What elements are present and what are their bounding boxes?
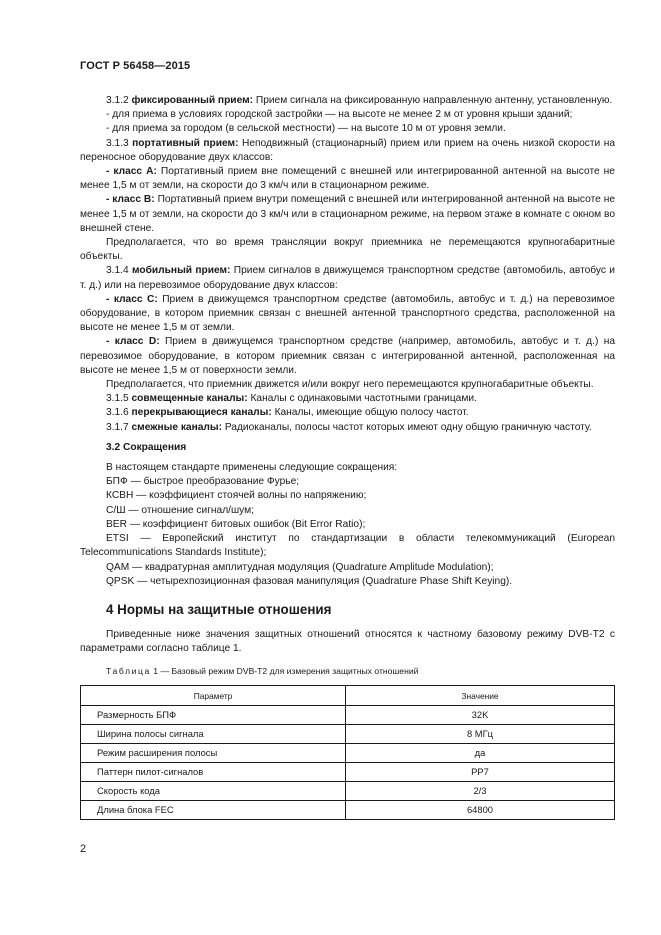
class-d-item: - класс D: Прием в движущемся транспортном средстве (например, автомобиль, автобус и т. д.) на перевозимое оборудование, в котором приемник связан с интегрированной антенной, расположенная на высоте не менее 1,5 м от поверхности земли.	[80, 336, 616, 376]
parameter-cell: Ширина полосы сигнала	[81, 725, 346, 744]
abbreviation-item: BER — коэффициент битовых ошибок (Bit Error Ratio);	[106, 518, 366, 530]
term: портативный прием:	[132, 137, 239, 149]
table-row	[81, 763, 615, 782]
table-row	[81, 725, 615, 744]
clause-note: Предполагается, что приемник движется и/или вокруг него перемещаются крупногабаритные объекты.	[106, 379, 594, 391]
page-number: 2	[80, 843, 87, 855]
column-header-parameter: Параметр	[81, 686, 346, 706]
value-cell: 8 МГц	[346, 725, 615, 744]
column-header-value: Значение	[346, 686, 615, 706]
parameters-table	[80, 685, 615, 820]
value-cell: 2/3	[346, 782, 615, 801]
clause-3-1-2: 3.1.2 фиксированный прием: Прием сигнала на фиксированную направленную антенну, установленную.	[106, 95, 613, 106]
clause-3-1-4: 3.1.4 мобильный прием: Прием сигналов в движущемся транспортном средстве (автомобиль, автобус и т. д.) или на перевозимое оборудование двух классов:	[80, 265, 615, 291]
list-item: - для приема в условиях городской застройки — на высоте не менее 2 м от уровня крыши зданий;	[106, 109, 573, 121]
list-item: - для приема за городом (в сельской местности) — на высоте 10 м от уровня земли.	[106, 123, 506, 135]
subsection-heading: 3.2 Сокращения	[106, 441, 187, 453]
table-row	[81, 706, 615, 725]
table-header-row	[81, 686, 615, 706]
clause-3-1-3: 3.1.3 портативный прием: Неподвижный (стационарный) прием или прием на очень низкой скорости на переносное оборудование двух классов:	[80, 137, 615, 163]
value-cell: PP7	[346, 763, 615, 782]
abbreviation-item: С/Ш — отношение сигнал/шум;	[106, 504, 254, 516]
clause-note: Предполагается, что во время трансляции вокруг приемника не перемещаются крупногабаритные объекты.	[80, 237, 615, 263]
abbreviation-item: QPSK — четырехпозиционная фазовая манипуляция (Quadrature Phase Shift Keying).	[106, 575, 513, 587]
abbreviation-item: QAM — квадратурная амплитудная модуляция (Quadrature Amplitude Modulation);	[106, 561, 494, 573]
value-cell: да	[346, 744, 615, 763]
clause-3-1-7: 3.1.7 смежные каналы: Радиоканалы, полосы частот которых имеют одну общую граничную частоту.	[106, 421, 592, 433]
parameter-cell: Длина блока FEC	[81, 801, 346, 820]
section-text: Приведенные ниже значения защитных отношений относятся к частному базовому режиму DVB-T2 с параметрами согласно таблице 1.	[80, 628, 615, 655]
document-body	[80, 94, 615, 820]
term: перекрывающиеся каналы:	[131, 407, 272, 419]
clause-3-1-6: 3.1.6 перекрывающиеся каналы: Каналы, имеющие общую полосу частот.	[106, 407, 469, 419]
parameter-cell: Скорость кода	[81, 782, 346, 801]
term: смежные каналы:	[131, 421, 222, 433]
value-cell: 64800	[346, 801, 615, 820]
class-a-item: - класс А: Портативный прием вне помещений с внешней или интегрированной антенной на высоте не менее 1,5 м от земли, на скорости до 3 км/ч или в стационарном режиме.	[80, 166, 615, 192]
abbreviation-item: БПФ — быстрое преобразование Фурье;	[106, 476, 300, 488]
class-c-item: - класс С: Прием в движущемся транспортном средстве (автомобиль, автобус и т. д.) на перевозимое оборудование, в котором приемник связан с внешней антенной транспортного средства, расположенной на высоте не менее 1,5 м от земли.	[80, 293, 615, 334]
parameter-cell: Режим расширения полосы	[81, 744, 346, 763]
parameter-cell: Размерность БПФ	[81, 706, 346, 725]
clause-3-1-5: 3.1.5 совмещенные каналы: Каналы с одинаковыми частотными границами.	[106, 393, 477, 405]
table-row	[81, 801, 615, 820]
term: мобильный прием:	[132, 265, 231, 277]
class-b-item: - класс В: Портативный прием внутри помещений с внешней или интегрированной антенной на высоте не менее 1,5 м от земли, на скорости до 3 км/ч или в стационарном режиме, на первом этаже в комнате с окном во внешней стене.	[80, 194, 615, 234]
abbreviation-item: КСВН — коэффициент стоячей волны по напряжению;	[106, 490, 367, 502]
table-row	[81, 744, 615, 763]
term: фиксированный прием:	[131, 95, 254, 106]
page-header: ГОСТ Р 56458—2015	[80, 60, 191, 72]
abbreviation-item: ETSI — Европейский институт по стандартизации в области телекоммуникаций (European Telecommunications Standards Institute);	[80, 533, 615, 559]
value-cell: 32K	[346, 706, 615, 725]
section-heading: 4 Нормы на защитные отношения	[106, 601, 332, 617]
term: совмещенные каналы:	[131, 393, 248, 405]
parameter-cell: Паттерн пилот-сигналов	[81, 763, 346, 782]
abbreviations-intro: В настоящем стандарте применены следующие сокращения:	[106, 462, 398, 474]
table-row	[81, 782, 615, 801]
table-caption: Таблица 1 — Базовый режим DVB-T2 для измерения защитных отношений	[106, 666, 419, 677]
